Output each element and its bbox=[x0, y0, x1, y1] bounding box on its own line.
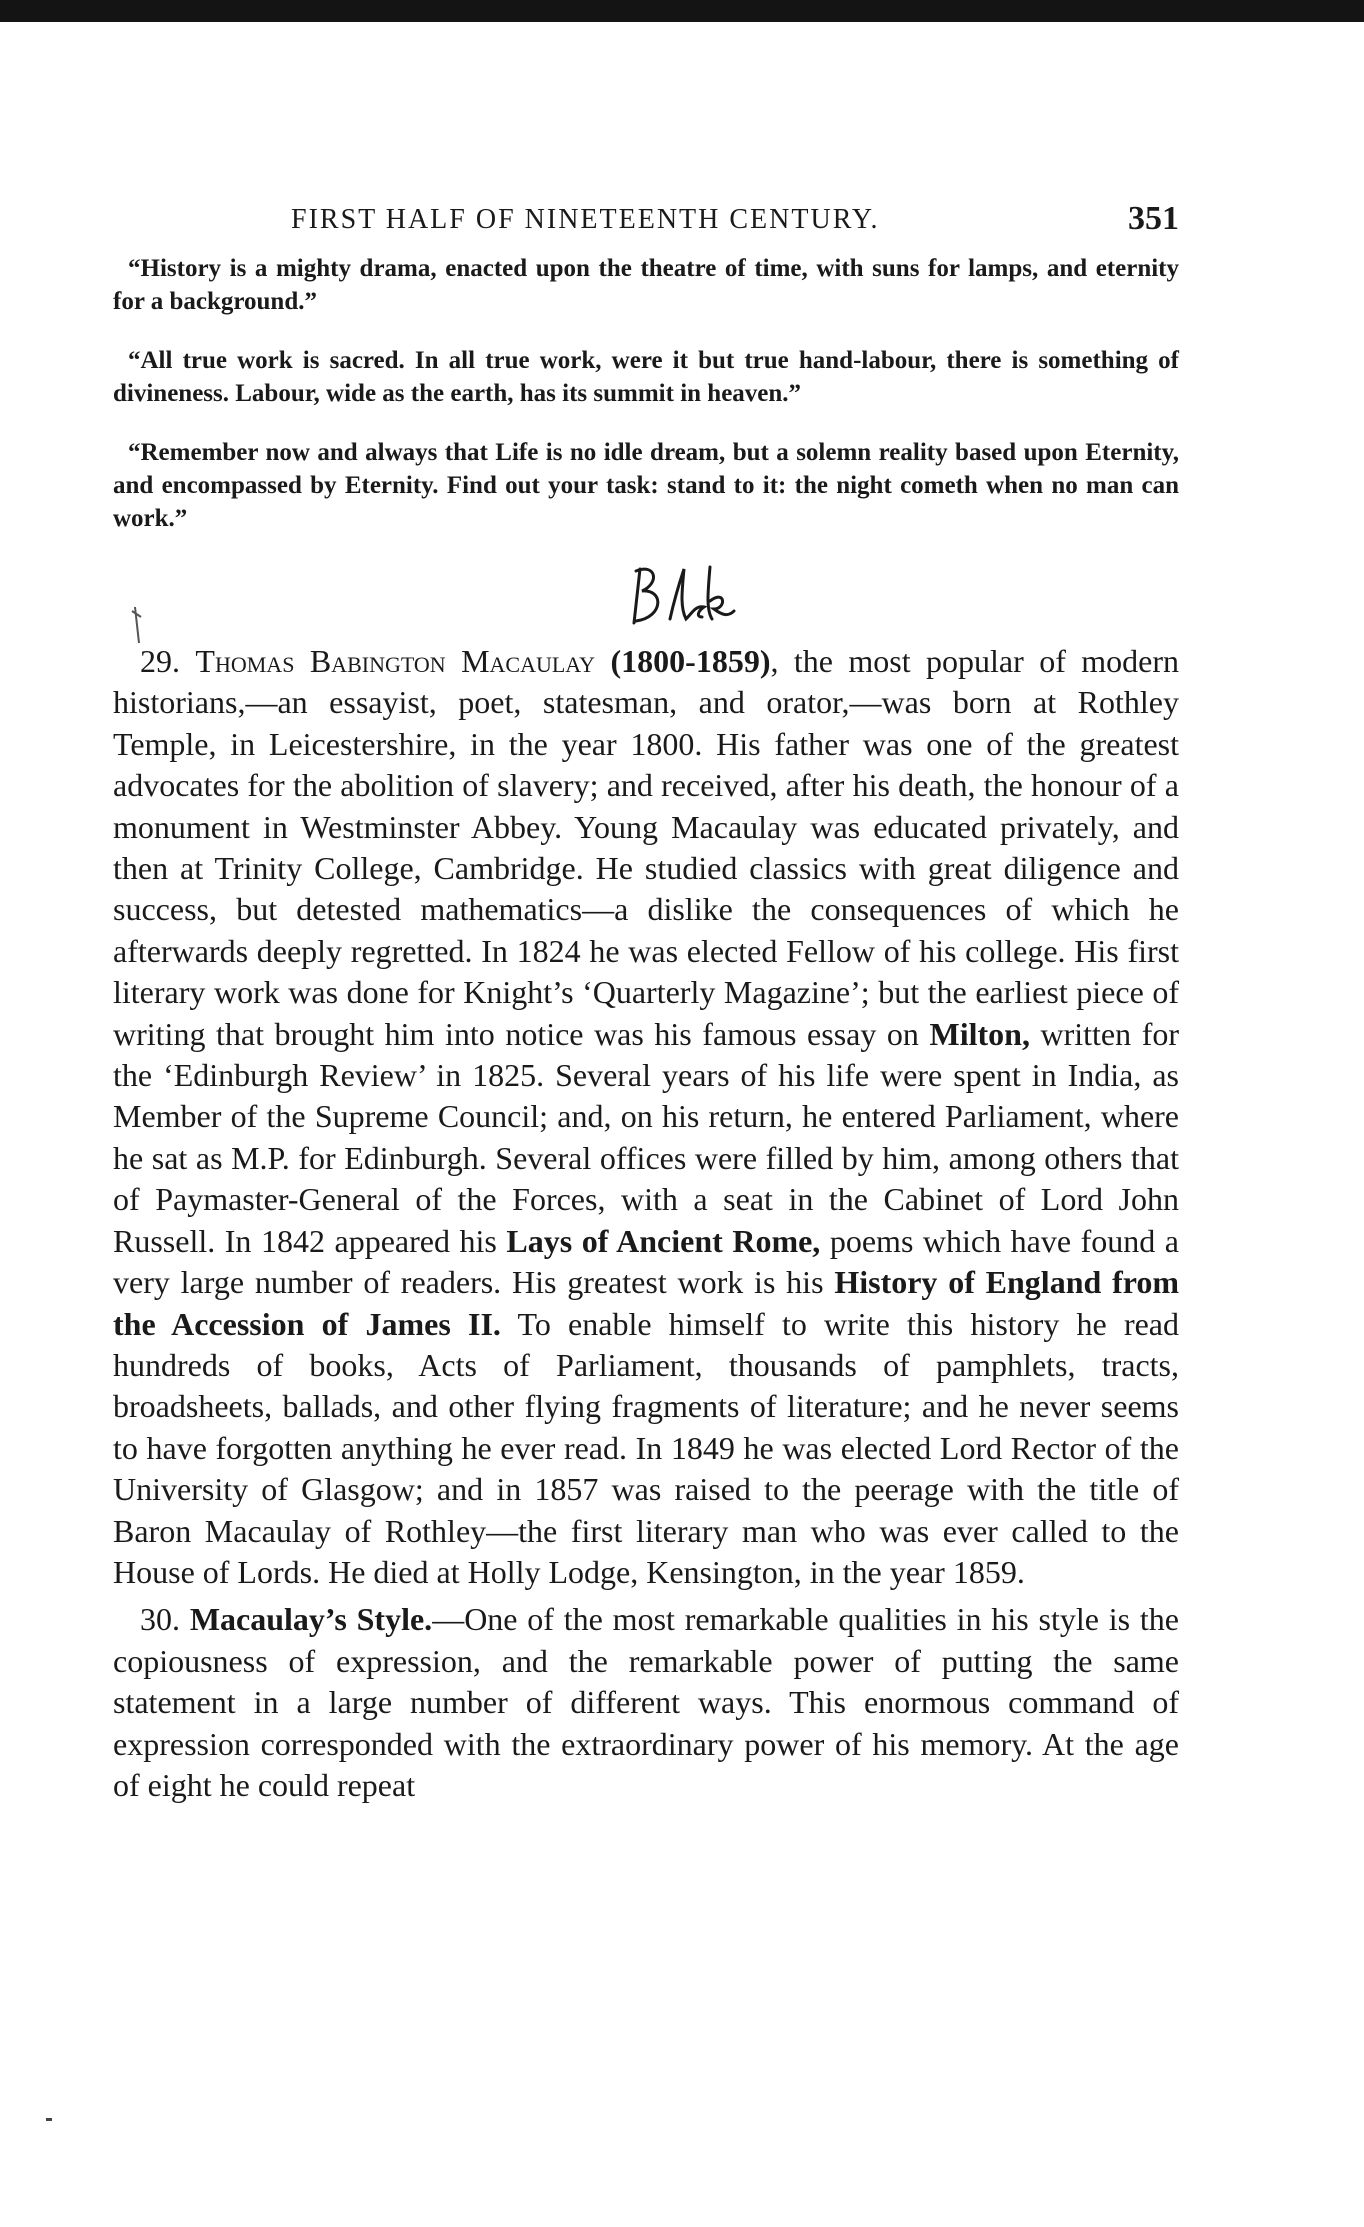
work-title-history: History of England from the Accession of James II. bbox=[113, 1264, 1180, 1342]
section-29-text-2: written for the ‘Edinburgh Review’ in 1825. Several years of his life were spent in India, as Member of the Supreme Council; and, on his return, he entered Parliament, where he sat as M.P. for Edinburgh. Several offices were filled by him, among others that of Paymaster-General of the Forces, with a seat in the Cabinet of Lord John Russell. In 1842 appeared his bbox=[113, 1015, 1180, 1259]
section-29-text-3: poems which have found a very large number of readers. His greatest work is his bbox=[113, 1222, 1180, 1301]
running-header bbox=[113, 200, 1179, 252]
section-30-text-1: —One of the most remarkable qualities in his style is the copiousness of expression, and the remarkable power of putting the same statement in a large number of different ways. This enormous command of expression corresponded with the extraordinary power of his memory. At the age of eight he could repeat bbox=[113, 1601, 1180, 1803]
section-30-paragraph bbox=[113, 1599, 1179, 1806]
page bbox=[113, 200, 1179, 1806]
section-heading: Macaulay’s Style. bbox=[189, 1601, 433, 1638]
work-title-lays: Lays of Ancient Rome, bbox=[506, 1222, 821, 1259]
author-dates: (1800-1859) bbox=[610, 643, 771, 679]
page-number: 351 bbox=[1128, 200, 1179, 237]
section-29-text-1: , the most popular of modern historians,—an essayist, poet, statesman, and orator,—was born at Rothley Temple, in Leicestershire, in the year 1800. His father was one of the greatest advocates for the abolition of slavery; and received, after his death, the honour of a monument in Westminster Abbey. Young Macaulay was educated privately, and then at Trinity College, Cambridge. He studied classics with great diligence and success, but detested mathematics—a dislike the consequences of which he afterwards deeply regretted. In 1824 he was elected Fellow of his college. His first literary work was done for Knight’s ‘Quarterly Magazine’; but the earliest piece of writing that brought him into notice was his famous essay on bbox=[113, 643, 1180, 1052]
quote-work: “All true work is sacred. In all true work, were it but true hand-labour, there is something of divineness. Labour, wide as the earth, has its summit in heaven.” bbox=[113, 347, 1179, 407]
work-title-milton: Milton, bbox=[929, 1015, 1030, 1052]
running-title: FIRST HALF OF NINETEENTH CENTURY. bbox=[291, 204, 880, 235]
section-number: 30. bbox=[140, 1601, 180, 1638]
handwritten-annotation bbox=[113, 561, 1179, 641]
author-name: Thomas Babington Macaulay bbox=[195, 643, 596, 679]
scan-speck bbox=[46, 2118, 52, 2121]
handwritten-signature bbox=[630, 561, 740, 629]
section-29-text-4: To enable himself to write this history he read hundreds of books, Acts of Parliament, thousands of pamphlets, tracts, broadsheets, ballads, and other flying fragments of literature; and he never seems to have forgotten anything he ever read. In 1849 he was elected Lord Rector of the University of Glasgow; and in 1857 was raised to the peerage with the title of Baron Macaulay of Rothley—the first literary man who was ever called to the House of Lords. He died at Holly Lodge, Kensington, in the year 1859. bbox=[113, 1305, 1180, 1590]
quote-history: “History is a mighty drama, enacted upon the theatre of time, with suns for lamps, and eternity for a background.” bbox=[113, 255, 1179, 315]
quote-life: “Remember now and always that Life is no idle dream, but a solemn reality based upon Eternity, and encompassed by Eternity. Find out your task: stand to it: the night cometh when no man can work.” bbox=[113, 439, 1179, 532]
section-number: 29. bbox=[140, 643, 180, 679]
section-29-paragraph bbox=[113, 641, 1179, 1593]
margin-tick-icon bbox=[129, 605, 143, 645]
scan-top-border bbox=[0, 0, 1364, 22]
